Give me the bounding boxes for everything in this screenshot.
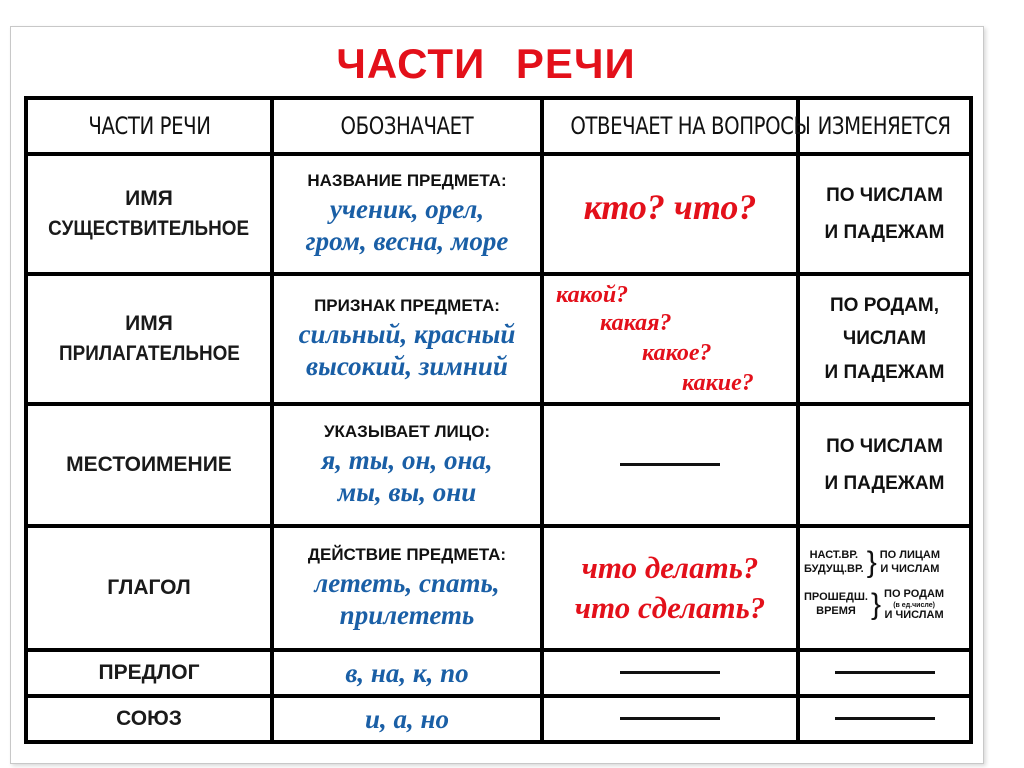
parts-of-speech-table (24, 96, 973, 744)
header-changes: ИЗМЕНЯЕТСЯ (798, 98, 971, 154)
preposition-name: ПРЕДЛОГ (26, 650, 272, 696)
noun-meaning: НАЗВАНИЕ ПРЕДМЕТА: ученик, орел, гром, весна, море (272, 154, 542, 274)
pronoun-meaning: УКАЗЫВАЕТ ЛИЦО: я, ты, он, она, мы, вы, они (272, 404, 542, 526)
verb-changes (798, 526, 971, 650)
noun-questions: кто? что? (542, 154, 798, 274)
conjunction-questions (542, 696, 798, 742)
conjunction-name: СОЮЗ (26, 696, 272, 742)
present-future-group: НАСТ.ВР. БУДУЩ.ВР. } ПО ЛИЦАМ И ЧИСЛАМ (804, 545, 941, 579)
adjective-questions: какой? какая? какое? какие? (542, 274, 798, 404)
table-row-preposition (26, 650, 971, 696)
pronoun-name: МЕСТОИМЕНИЕ (26, 404, 272, 526)
pronoun-changes: ПО ЧИСЛАМ И ПАДЕЖАМ (798, 404, 971, 526)
past-group: ПРОШЕДШ. ВРЕМЯ } ПО РОДАМ (в ед.числе) И ЧИСЛАМ (804, 587, 945, 621)
header-parts-of-speech: ЧАСТИ РЕЧИ (26, 98, 272, 154)
pronoun-questions (542, 404, 798, 526)
no-questions-dash (620, 717, 720, 720)
preposition-questions (542, 650, 798, 696)
table-row-verb (26, 526, 971, 650)
no-changes-dash (835, 717, 935, 720)
no-questions-dash (620, 671, 720, 674)
no-questions-dash (620, 463, 720, 466)
adjective-changes: ПО РОДАМ, ЧИСЛАМ И ПАДЕЖАМ (798, 274, 971, 404)
header-questions: ОТВЕЧАЕТ НА ВОПРОСЫ (542, 98, 798, 154)
noun-changes: ПО ЧИСЛАМ И ПАДЕЖАМ (798, 154, 971, 274)
table-row-conjunction (26, 696, 971, 742)
preposition-changes (798, 650, 971, 696)
verb-meaning: ДЕЙСТВИЕ ПРЕДМЕТА: лететь, спать, прилететь (272, 526, 542, 650)
brace-icon: } (866, 545, 877, 579)
table-row-noun (26, 154, 971, 274)
adjective-meaning: ПРИЗНАК ПРЕДМЕТА: сильный, красный высокий, зимний (272, 274, 542, 404)
header-meaning: ОБОЗНАЧАЕТ (272, 98, 542, 154)
page-title: ЧАСТИ РЕЧИ (336, 40, 636, 87)
noun-name: ИМЯ СУЩЕСТВИТЕЛЬНОЕ (26, 154, 272, 274)
verb-name: ГЛАГОЛ (26, 526, 272, 650)
adjective-name: ИМЯ ПРИЛАГАТЕЛЬНОЕ (26, 274, 272, 404)
conjunction-examples: и, а, но (272, 696, 542, 742)
table-row-pronoun (26, 404, 971, 526)
table-row-adjective (26, 274, 971, 404)
no-changes-dash (835, 671, 935, 674)
preposition-examples: в, на, к, по (272, 650, 542, 696)
verb-questions: что делать? что сделать? (542, 526, 798, 650)
brace-icon: } (871, 588, 882, 621)
header-row (26, 98, 971, 154)
conjunction-changes (798, 696, 971, 742)
